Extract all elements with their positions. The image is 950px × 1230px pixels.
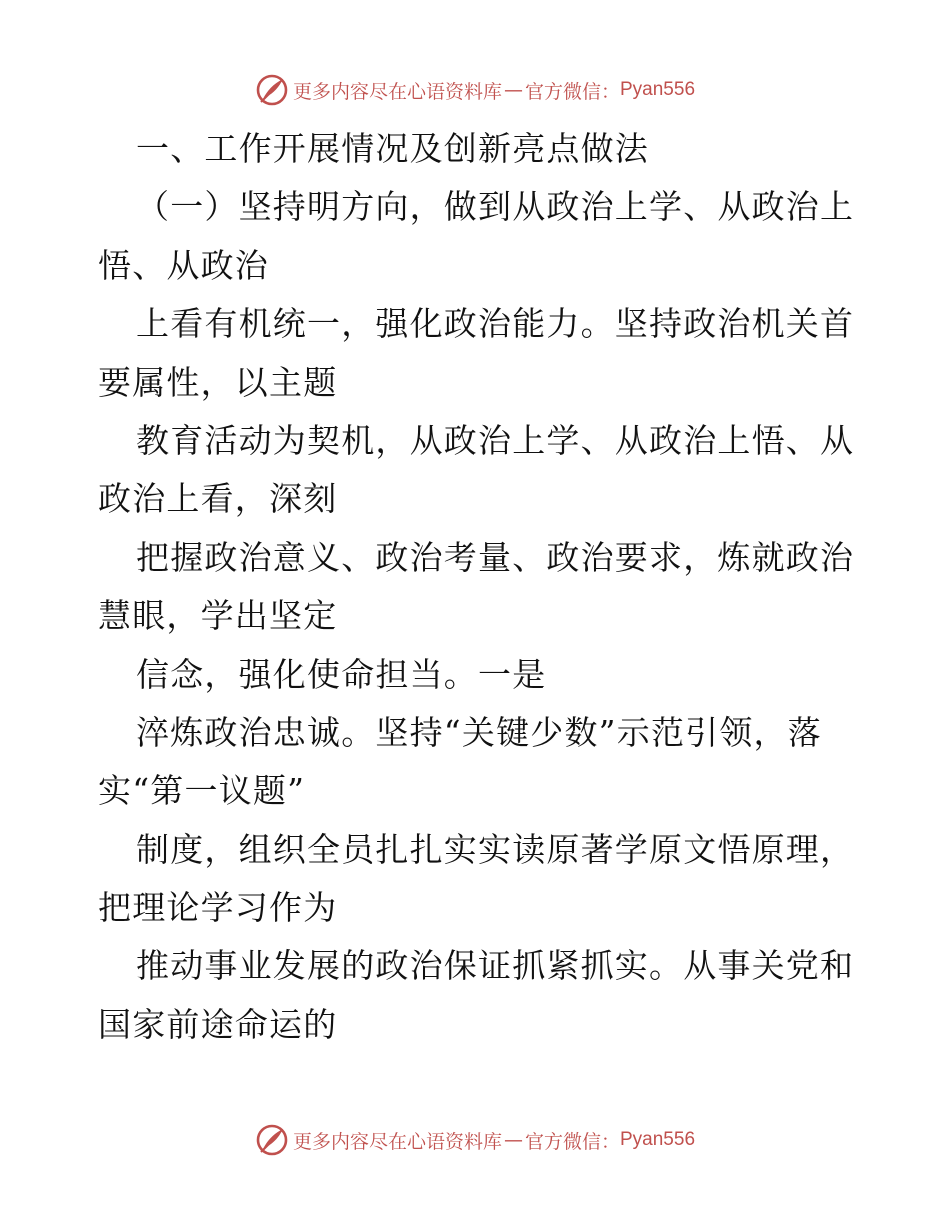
paragraph-line: 信念，强化使命担当。一是 <box>136 654 547 694</box>
paragraph-line: 淬炼政治忠诚。坚持“关键少数”示范引领，落 <box>136 712 822 752</box>
paragraph-line: 慧眼，学出坚定 <box>98 596 338 636</box>
paragraph-line: 政治上看，深刻 <box>98 479 338 519</box>
paragraph-line: 教育活动为契机，从政治上学、从政治上悟、从 <box>136 420 855 460</box>
section-heading: 一、工作开展情况及创新亮点做法 <box>136 129 649 168</box>
paragraph-line: 推动事业发展的政治保证抓紧抓实。从事关党和 <box>136 946 855 986</box>
banner-title: 更多内容尽在心语资料库 <box>292 80 502 103</box>
banner-dash: — <box>503 79 523 101</box>
paragraph-line: 要属性，以主题 <box>98 362 338 402</box>
paragraph-line: （一）坚持明方向，做到从政治上学、从政治上 <box>136 187 855 227</box>
banner-title: 更多内容尽在心语资料库 <box>292 1130 502 1153</box>
footer-banner <box>0 1120 950 1160</box>
banner-wechat-id: Pyan556 <box>620 79 696 100</box>
paragraph-line: 国家前途命运的 <box>98 1004 338 1044</box>
paragraph-line: 实“第一议题” <box>98 771 306 811</box>
banner-wechat-id: Pyan556 <box>620 1129 696 1150</box>
feather-quill-logo-icon <box>255 1123 289 1157</box>
paragraph-line: 把理论学习作为 <box>98 888 338 928</box>
document-body <box>98 120 858 1054</box>
header-banner <box>0 70 950 110</box>
paragraph-line: 上看有机统一，强化政治能力。坚持政治机关首 <box>136 304 855 344</box>
paragraph-line: 悟、从政治 <box>98 245 269 285</box>
banner-wechat-label: 官方微信： <box>524 1130 620 1153</box>
paragraph-line: 把握政治意义、政治考量、政治要求，炼就政治 <box>136 537 855 577</box>
feather-quill-logo-icon <box>255 73 289 107</box>
banner-wechat-label: 官方微信： <box>524 80 620 103</box>
paragraph-line: 制度，组织全员扎扎实实读原著学原文悟原理， <box>136 829 855 869</box>
banner-dash: — <box>503 1129 523 1151</box>
